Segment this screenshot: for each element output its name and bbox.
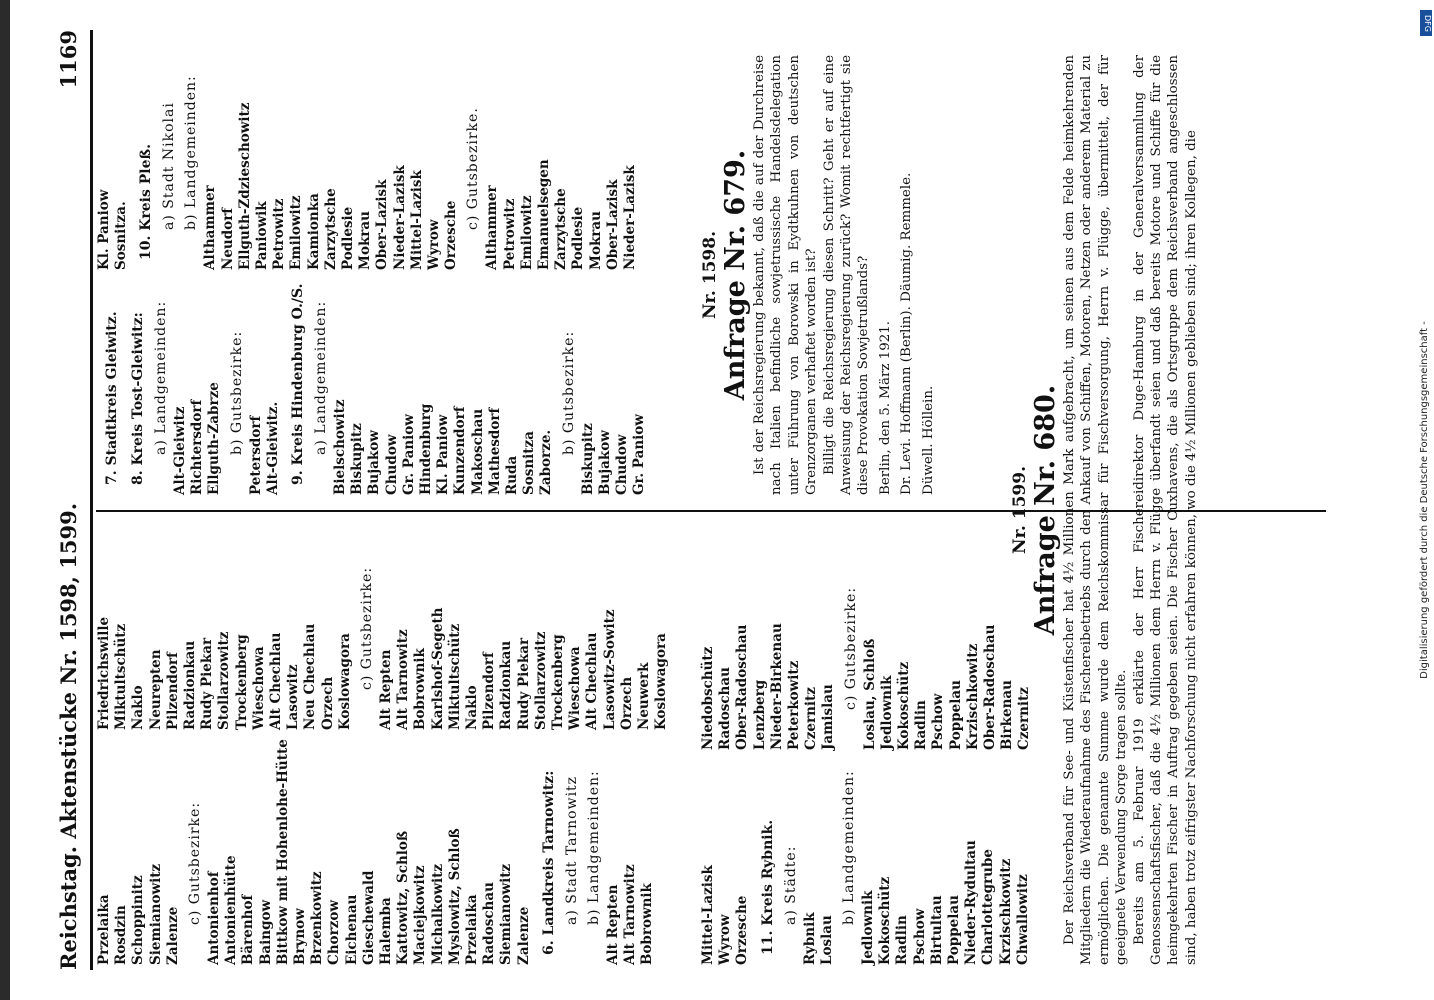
place-name: Mokrau — [357, 211, 374, 270]
place-name: Miktultschütz — [113, 623, 130, 730]
place-name: Gieschewald — [360, 870, 377, 965]
paragraph: Billigt die Reichsregierung diesen Schritt? Geht er auf eine Anweisung der Reichsregierung zurück? Womit rechtfertigt sie diese Provokation Sowjetrußlands? — [821, 55, 872, 495]
section-subheading: a) Landgemeinden: — [153, 300, 169, 455]
place-name: Peterkowitz — [786, 660, 803, 750]
section-subheading: b) Gutsbezirke: — [228, 330, 245, 455]
place-name: Emilowitz — [288, 195, 305, 270]
place-name: Birkenau — [999, 680, 1016, 750]
place-name: Wieschowa — [567, 646, 584, 730]
district-heading: 8. Kreis Tost-Gleiwitz: — [130, 312, 146, 485]
place-name: Jamislau — [820, 684, 837, 750]
place-name: Radlin — [894, 915, 911, 965]
place-name: Eichenau — [343, 894, 360, 965]
date-line: Berlin, den 5. März 1921. — [877, 320, 893, 495]
place-name: Makoschau — [469, 408, 486, 495]
place-name: Rudy Piekar — [199, 637, 216, 730]
place-name: Friedrichswille — [96, 616, 112, 730]
section-subheading: b) Landgemeinden: — [841, 770, 858, 925]
place-name: Brynow — [292, 908, 309, 965]
place-name: Pilzendorf — [164, 652, 181, 730]
place-name: Chudow — [383, 434, 400, 495]
place-name: Koslowagora — [653, 633, 670, 730]
place-name: Hindenburg — [418, 403, 435, 495]
place-name: Nieder-Lazisk — [391, 165, 408, 270]
place-name: Chwallowitz — [1014, 874, 1031, 965]
place-name: Siemianowitz — [498, 863, 515, 965]
district-heading: 11. Kreis Rybnik. — [759, 819, 776, 955]
section-subheading: a) Stadt Tarnowitz — [563, 775, 580, 925]
district-heading: 10. Kreis Pleß. — [138, 143, 155, 260]
place-name: Myslowitz, Schloß — [446, 828, 463, 965]
place-name: Neurepten — [147, 649, 164, 730]
place-name: Radzionkau — [498, 640, 515, 730]
place-name: Krzischkowitz — [964, 643, 981, 750]
place-name: Czernitz — [1016, 687, 1033, 750]
place-name: Radlin — [913, 700, 930, 750]
place-name: Neuwerk — [636, 662, 653, 730]
place-name: Sosnitza. — [113, 201, 130, 270]
place-name: Zarzytsche — [553, 188, 570, 270]
place-name: Antonienhütte — [223, 855, 240, 965]
page-number: 1169 — [56, 30, 81, 89]
district-heading: 9. Kreis Hindenburg O./S. — [290, 283, 307, 485]
place-name: Zalenze — [164, 906, 181, 965]
column-strip-2 — [96, 55, 686, 495]
place-name: Kattowitz, Schloß — [395, 830, 412, 965]
place-name: Alt Repten — [378, 649, 395, 730]
place-name: Petersdorf — [247, 415, 264, 495]
place-name: Halemba — [378, 897, 395, 965]
place-name: Rudy Piekar — [515, 637, 532, 730]
place-name: Podlesie — [340, 206, 357, 270]
place-name: Kl. Paniow — [435, 414, 452, 495]
place-name: Orzech — [618, 676, 635, 730]
place-name: Biskupitz — [579, 423, 596, 495]
place-name: Przelaika — [464, 894, 481, 965]
place-name: Podlesie — [570, 206, 587, 270]
section-subheading: c) Gutsbezirke: — [359, 566, 376, 690]
place-name: Kunzendorf — [452, 406, 469, 495]
place-name: Alt-Gleiwitz — [172, 406, 188, 495]
place-name: Ober-Radoschau — [734, 624, 751, 750]
place-name: Orzesche — [734, 895, 751, 965]
doc-1599 — [1010, 55, 1410, 965]
place-name: Alt-Gleiwitz. — [264, 401, 281, 495]
place-name: Zalenze — [515, 906, 532, 965]
place-name: Lenzberg — [751, 679, 768, 750]
place-name: Koslowagora — [336, 633, 353, 730]
section-subheading: a) Landgemeinden: — [313, 300, 330, 455]
place-name: Antonienhof — [206, 871, 223, 965]
running-header — [48, 30, 88, 970]
place-name: Petrowitz — [271, 198, 288, 270]
place-name: Pilzendorf — [481, 652, 498, 730]
place-name: Michalkowitz — [429, 864, 446, 965]
place-name: Gr. Paniow — [400, 414, 417, 495]
place-name: Chorzow — [326, 900, 343, 965]
signatories: Düwell. Höllein. — [920, 385, 936, 495]
place-name: Jedlownik — [878, 675, 895, 750]
place-name: Ober-Radoschau — [982, 624, 999, 750]
place-name: Baingow — [257, 899, 274, 965]
place-name: Nieder-Lazisk — [622, 165, 639, 270]
section-subheading: a) Städte: — [782, 845, 799, 925]
place-name: Trockenberg — [550, 634, 567, 730]
place-name: Radoschau — [481, 882, 498, 965]
place-name: Birtultau — [928, 895, 945, 965]
place-name: Brzenkowitz — [309, 871, 326, 965]
place-name: Charlottegrube — [980, 848, 997, 965]
place-name: Czernitz — [803, 687, 820, 750]
doc-1598 — [700, 55, 1000, 495]
place-name: Bärenhof — [240, 894, 257, 965]
place-name: Mokrau — [587, 211, 604, 270]
place-name: Bujakow — [366, 430, 383, 495]
place-name: Mathesdorf — [486, 407, 503, 495]
place-name: Lasowitz — [285, 664, 302, 730]
place-name: Naklo — [130, 685, 147, 730]
place-name: Maciejkowitz — [412, 865, 429, 965]
place-name: Petrowitz — [501, 198, 518, 270]
place-name: Kamionka — [305, 193, 322, 270]
place-name: Wyrow — [426, 219, 443, 270]
section-subheading: c) Gutsbezirke: — [842, 586, 859, 710]
place-name: Rybnik — [801, 912, 818, 965]
place-name: Orzech — [319, 676, 336, 730]
signatories: Dr. Levi. Hoffmann (Berlin). Däumig. Remmele. — [899, 172, 915, 495]
digitization-credit — [1418, 0, 1432, 1000]
place-name: Krzischkowitz — [997, 858, 1014, 965]
column-strip-3 — [700, 755, 1031, 965]
place-name: Jedlownik — [860, 890, 877, 965]
header-title: Reichstag. Aktenstücke Nr. 1598, 1599. — [56, 502, 81, 970]
place-name: Neu Chechlau — [302, 623, 319, 730]
place-name: Emilowitz — [518, 195, 535, 270]
district-heading: 7. Stadtkreis Gleiwitz. — [104, 311, 120, 485]
place-name: Wyrow — [717, 914, 734, 965]
place-name: Althammer — [484, 185, 501, 270]
place-name: Kokoschütz — [896, 661, 913, 750]
place-name: Poppelau — [946, 895, 963, 965]
place-name: Nieder-Rydultau — [963, 840, 980, 965]
place-name: Poppelau — [947, 680, 964, 750]
column-strip-4 — [700, 530, 1033, 750]
place-name: Przelaika — [96, 894, 112, 965]
place-name: Ellguth-Zabrze — [206, 382, 223, 495]
section-subheading: b) Gutsbezirke: — [560, 330, 577, 455]
place-name: Kokoschütz — [877, 876, 894, 965]
place-name: Bobrownik — [412, 648, 429, 730]
place-name: Gr. Paniow — [631, 414, 648, 495]
place-name: Emanuelsegen — [536, 159, 553, 270]
place-name: Siemianowitz — [147, 863, 164, 965]
place-name: Kl. Paniow — [96, 189, 112, 270]
document-title: Anfrage Nr. 679. — [720, 149, 751, 401]
place-name: Zaborze. — [538, 429, 555, 495]
place-name: Richtersdorf — [189, 399, 206, 495]
section-subheading: b) Landgemeinden: — [183, 75, 200, 230]
place-name: Alt Chechlau — [268, 632, 285, 730]
place-name: Ober-Lazisk — [604, 179, 621, 270]
place-name: Zarzytsche — [322, 188, 339, 270]
place-name: Neudorf — [219, 207, 236, 270]
place-name: Trockenberg — [233, 634, 250, 730]
place-name: Lasowitz-Sowitz — [601, 609, 618, 730]
paragraph: Der Reichsverband für See- und Küstenfischer hat 4½ Millionen Mark aufgebracht, um seinen aus dem Felde heimkehrenden Mitgliedern die Wiederaufnahme des Fischereibetriebs durch den Ankauf von Schiffen, Motoren, Netzen oder anderem Material zu ermöglichen. Die genannte Summe wurde dem Reichskommissar für Fischversorgung, Herrn v. Flügge, übermittelt, der für geeignete Verwendung Sorge tragen sollte. — [1062, 55, 1130, 965]
place-name: Karlshof-Segeth — [429, 607, 446, 730]
place-name: Paniowik — [254, 201, 271, 270]
place-name: Nieder-Birkenau — [768, 623, 785, 750]
place-name: Alt Tarnowitz — [622, 864, 639, 965]
place-name: Radzionkau — [182, 640, 199, 730]
document-title: Anfrage Nr. 680. — [1030, 384, 1061, 636]
place-name: Stollarzowitz — [532, 631, 549, 730]
place-name: Radoschau — [717, 667, 734, 750]
place-name: Naklo — [464, 685, 481, 730]
place-name: Schoppinitz — [130, 875, 147, 965]
place-name: Stollarzowitz — [216, 631, 233, 730]
place-name: Orzesche — [443, 200, 460, 270]
place-name: Rosdzin — [113, 905, 130, 965]
column-strip-1 — [96, 505, 686, 965]
place-name: Bujakow — [596, 430, 613, 495]
place-name: Miktultschütz — [446, 623, 463, 730]
place-name: Ellguth-Zdzieschowitz — [236, 102, 253, 270]
dfg-logo: DFG — [1420, 10, 1432, 36]
place-name: Loslau — [818, 915, 835, 965]
place-name: Alt Tarnowitz — [395, 629, 412, 730]
place-name: Bobrownik — [639, 883, 656, 965]
credit-text: Digitalisierung gefördert durch die Deutsche Forschungsgemeinschaft - — [1419, 321, 1430, 679]
section-subheading: c) Gutsbezirke: — [187, 801, 204, 925]
place-name: Niedobschütz — [700, 646, 716, 750]
place-name: Biskupitz — [349, 423, 366, 495]
paragraph: Bereits am 5. Februar 1919 erklärte der Herr Fischereidirektor Duge-Hamburg in der Generalversammlung der Genossenschaftsfischer, daß die 4½ Millionen dem Herrn v. Flügge überfandt seien und daß bereits Motore und Schiffe für die heimgekehrten Fischer in Auftrag gegeben seien. Die Fischer Cuxhavens, die als Ortsgruppe dem Reichsverband angeschlossen sind, haben trotz eifrigster Nachforschung nicht erfahren können, wo die 4½ Millionen geblieben sind; ihren Kollegen, die — [1131, 55, 1199, 965]
header-rule — [90, 30, 93, 970]
place-name: Bielschowitz — [332, 399, 349, 495]
place-name: Alt Chechlau — [584, 632, 601, 730]
place-name: Ober-Lazisk — [374, 179, 391, 270]
section-subheading: b) Landgemeinden: — [585, 770, 602, 925]
paragraph: Ist der Reichsregierung bekannt, daß die auf der Durchreise nach Italien befindliche sowjetrussische Handelsdelegation unter Führung von Borowski in Eydtkuhnen von deutschen Grenzorganen verhaftet worden ist? — [752, 55, 820, 495]
place-name: Mittel-Lazisk — [700, 865, 716, 965]
district-heading: 6. Landkreis Tarnowitz: — [540, 770, 557, 955]
section-subheading: a) Stadt Nikolai — [161, 102, 178, 230]
place-name: Ruda — [504, 455, 521, 495]
place-name: Alt Repten — [604, 884, 621, 965]
place-name: Pschow — [911, 908, 928, 965]
document-number: Nr. 1598. — [700, 231, 720, 320]
place-name: Loslau, Schloß — [861, 638, 878, 750]
place-name: Mittel-Lazisk — [408, 170, 425, 270]
place-name: Bittkow mit Hohenlohe-Hütte — [274, 739, 291, 965]
place-name: Pschow — [930, 693, 947, 750]
section-subheading: c) Gutsbezirke. — [465, 107, 482, 230]
document-number: Nr. 1599. — [1010, 466, 1030, 555]
place-name: Althammer — [202, 185, 219, 270]
place-name: Sosnitza — [521, 431, 538, 495]
place-name: Chudow — [614, 434, 631, 495]
place-name: Wieschowa — [250, 646, 267, 730]
